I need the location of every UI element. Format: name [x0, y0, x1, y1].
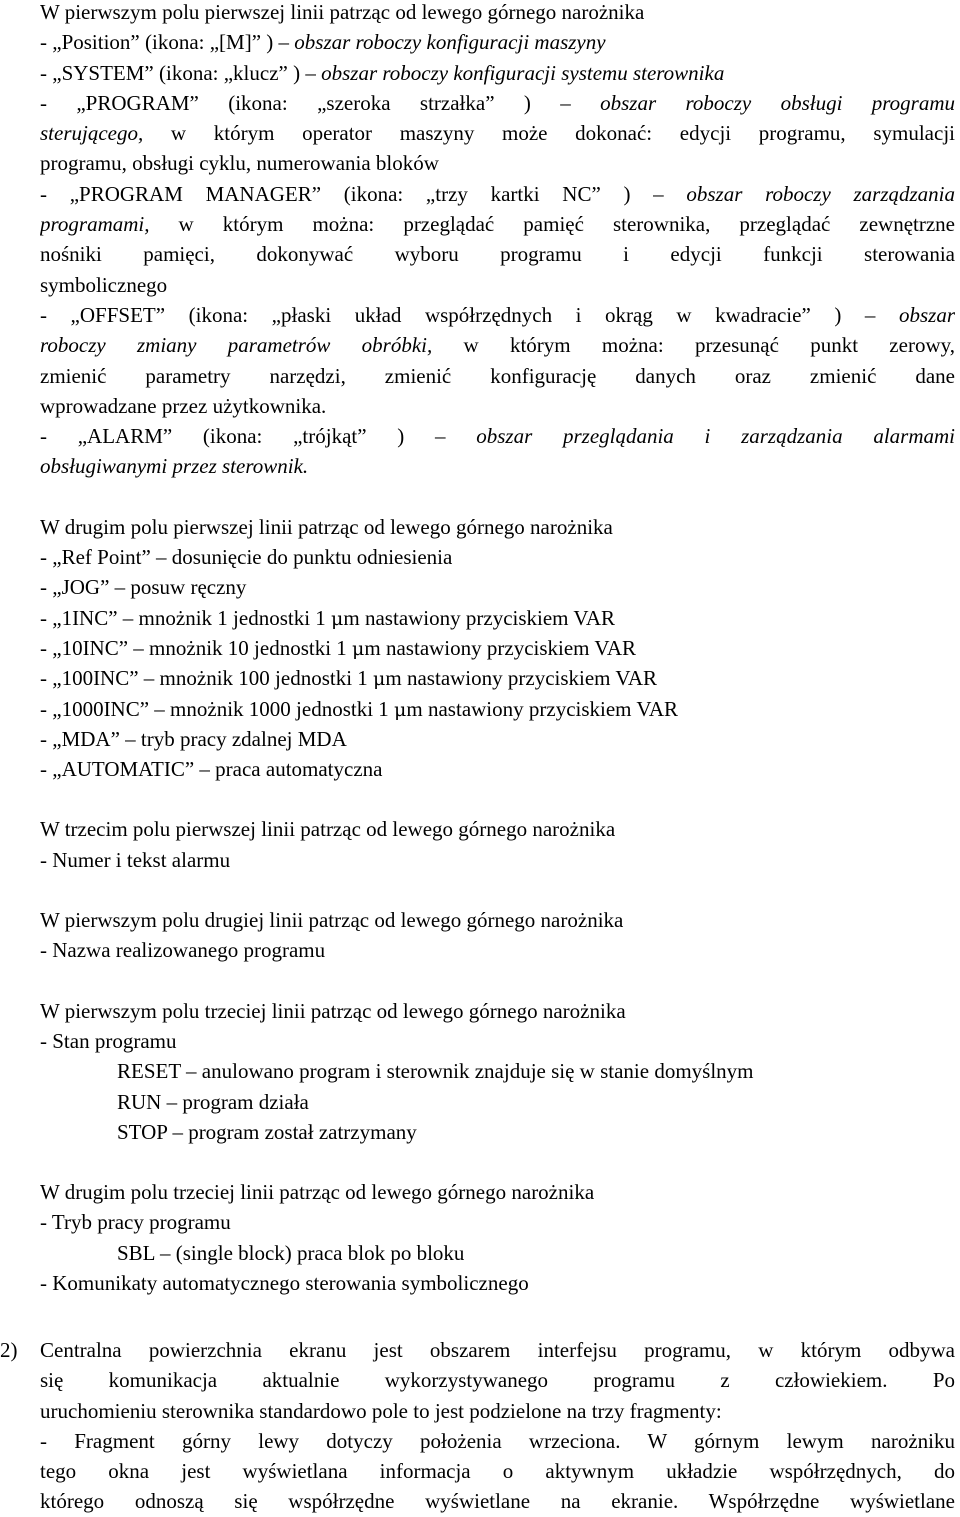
item-offset-line3: zmienić parametry narzędzi, zmienić konfigurację danych oraz zmienić dane	[40, 363, 955, 388]
item-program-name: - Nazwa realizowanego programu	[40, 938, 326, 963]
section-5-heading: W pierwszym polu trzeciej linii patrząc od lewego górnego narożnika	[40, 998, 626, 1023]
paragraph-line-4: - Fragment górny lewy dotyczy położenia wrzeciona. W górnym lewym narożniku	[40, 1428, 955, 1453]
spacer	[40, 1298, 955, 1328]
state-stop: STOP – program został zatrzymany	[117, 1119, 417, 1144]
item-alarm-line2: obsługiwanymi przez sterownik.	[40, 454, 309, 479]
item-mda: - „MDA” – tryb pracy zdalnej MDA	[40, 726, 347, 751]
paragraph-line-5: tego okna jest wyświetlana informacja o aktywnym układzie współrzędnych, do	[40, 1459, 955, 1484]
item-program-mode: - Tryb pracy programu	[40, 1210, 231, 1235]
item-ref-point: - „Ref Point” – dosunięcie do punktu odniesienia	[40, 545, 453, 570]
item-program-manager-line1: - „PROGRAM MANAGER” (ikona: „trzy kartki NC” ) – obszar roboczy zarządzania	[40, 181, 955, 206]
item-program-line2: sterującego, w którym operator maszyny może dokonać: edycji programu, symulacji	[40, 121, 955, 146]
section-6-heading: W drugim polu trzeciej linii patrząc od lewego górnego narożnika	[40, 1180, 595, 1205]
item-alarm-number: - Numer i tekst alarmu	[40, 847, 231, 872]
item-program-state: - Stan programu	[40, 1028, 177, 1053]
section-1-heading: W pierwszym polu pierwszej linii patrząc od lewego górnego narożnika	[40, 0, 645, 24]
item-jog: - „JOG” – posuw ręczny	[40, 575, 247, 600]
paragraph-line-2: się komunikacja aktualnie wykorzystywanego programu z człowiekiem. Po	[40, 1368, 955, 1393]
item-program-line3: programu, obsługi cyklu, numerowania bloków	[40, 151, 439, 176]
paragraph-line-6: którego odnoszą się współrzędne wyświetlane na ekranie. Współrzędne wyświetlane	[40, 1489, 955, 1514]
spacer	[40, 875, 955, 905]
item-position: - „Position” (ikona: „[M]” ) – obszar roboczy konfiguracji maszyny	[40, 30, 606, 55]
item-symbolic-messages: - Komunikaty automatycznego sterowania symbolicznego	[40, 1270, 529, 1295]
item-system: - „SYSTEM” (ikona: „klucz” ) – obszar roboczy konfiguracji systemu sterownika	[40, 60, 725, 85]
item-automatic: - „AUTOMATIC” – praca automatyczna	[40, 757, 383, 782]
item-program-manager-line2: programami, w którym można: przeglądać pamięć sterownika, przeglądać zewnętrzne	[40, 212, 955, 237]
paragraph-line-3: uruchomieniu sterownika standardowo pole to jest podzielone na trzy fragmenty:	[40, 1398, 722, 1423]
mode-sbl: SBL – (single block) praca blok po bloku	[117, 1240, 465, 1265]
item-100inc: - „100INC” – mnożnik 100 jednostki 1 μm nastawiony przyciskiem VAR	[40, 666, 658, 691]
item-program-line1: - „PROGRAM” (ikona: „szeroka strzałka” ) – obszar roboczy obsługi programu	[40, 90, 955, 115]
spacer	[40, 784, 955, 814]
document-page	[40, 0, 955, 1328]
item-10inc: - „10INC” – mnożnik 10 jednostki 1 μm nastawiony przyciskiem VAR	[40, 635, 637, 660]
item-offset-line1: - „OFFSET” (ikona: „płaski układ współrzędnych i okrąg w kwadracie” ) – obszar	[40, 302, 955, 327]
paragraph-line-1: Centralna powierzchnia ekranu jest obszarem interfejsu programu, w którym odbywa	[40, 1338, 955, 1362]
item-offset-line4: wprowadzane przez użytkownika.	[40, 393, 327, 418]
paragraph-body	[40, 1335, 955, 1517]
spacer	[40, 482, 955, 512]
item-offset-line2: roboczy zmiany parametrów obróbki, w którym można: przesunąć punkt zerowy,	[40, 333, 955, 358]
paragraph-number: 2)	[0, 1338, 18, 1362]
spacer	[40, 1147, 955, 1177]
item-alarm-line1: - „ALARM” (ikona: „trójkąt” ) – obszar przeglądania i zarządzania alarmami	[40, 424, 955, 449]
item-1000inc: - „1000INC” – mnożnik 1000 jednostki 1 μm nastawiony przyciskiem VAR	[40, 696, 679, 721]
item-program-manager-line4: symbolicznego	[40, 272, 168, 297]
section-3-heading: W trzecim polu pierwszej linii patrząc od lewego górnego narożnika	[40, 817, 616, 842]
item-program-manager-line3: nośniki pamięci, dokonywać wyboru programu i edycji funkcji sterowania	[40, 242, 955, 267]
spacer	[40, 966, 955, 996]
state-run: RUN – program działa	[117, 1089, 309, 1114]
state-reset: RESET – anulowano program i sterownik znajduje się w stanie domyślnym	[117, 1059, 754, 1084]
item-1inc: - „1INC” – mnożnik 1 jednostki 1 μm nastawiony przyciskiem VAR	[40, 605, 616, 630]
section-2-heading: W drugim polu pierwszej linii patrząc od lewego górnego narożnika	[40, 514, 613, 539]
section-4-heading: W pierwszym polu drugiej linii patrząc od lewego górnego narożnika	[40, 908, 624, 933]
